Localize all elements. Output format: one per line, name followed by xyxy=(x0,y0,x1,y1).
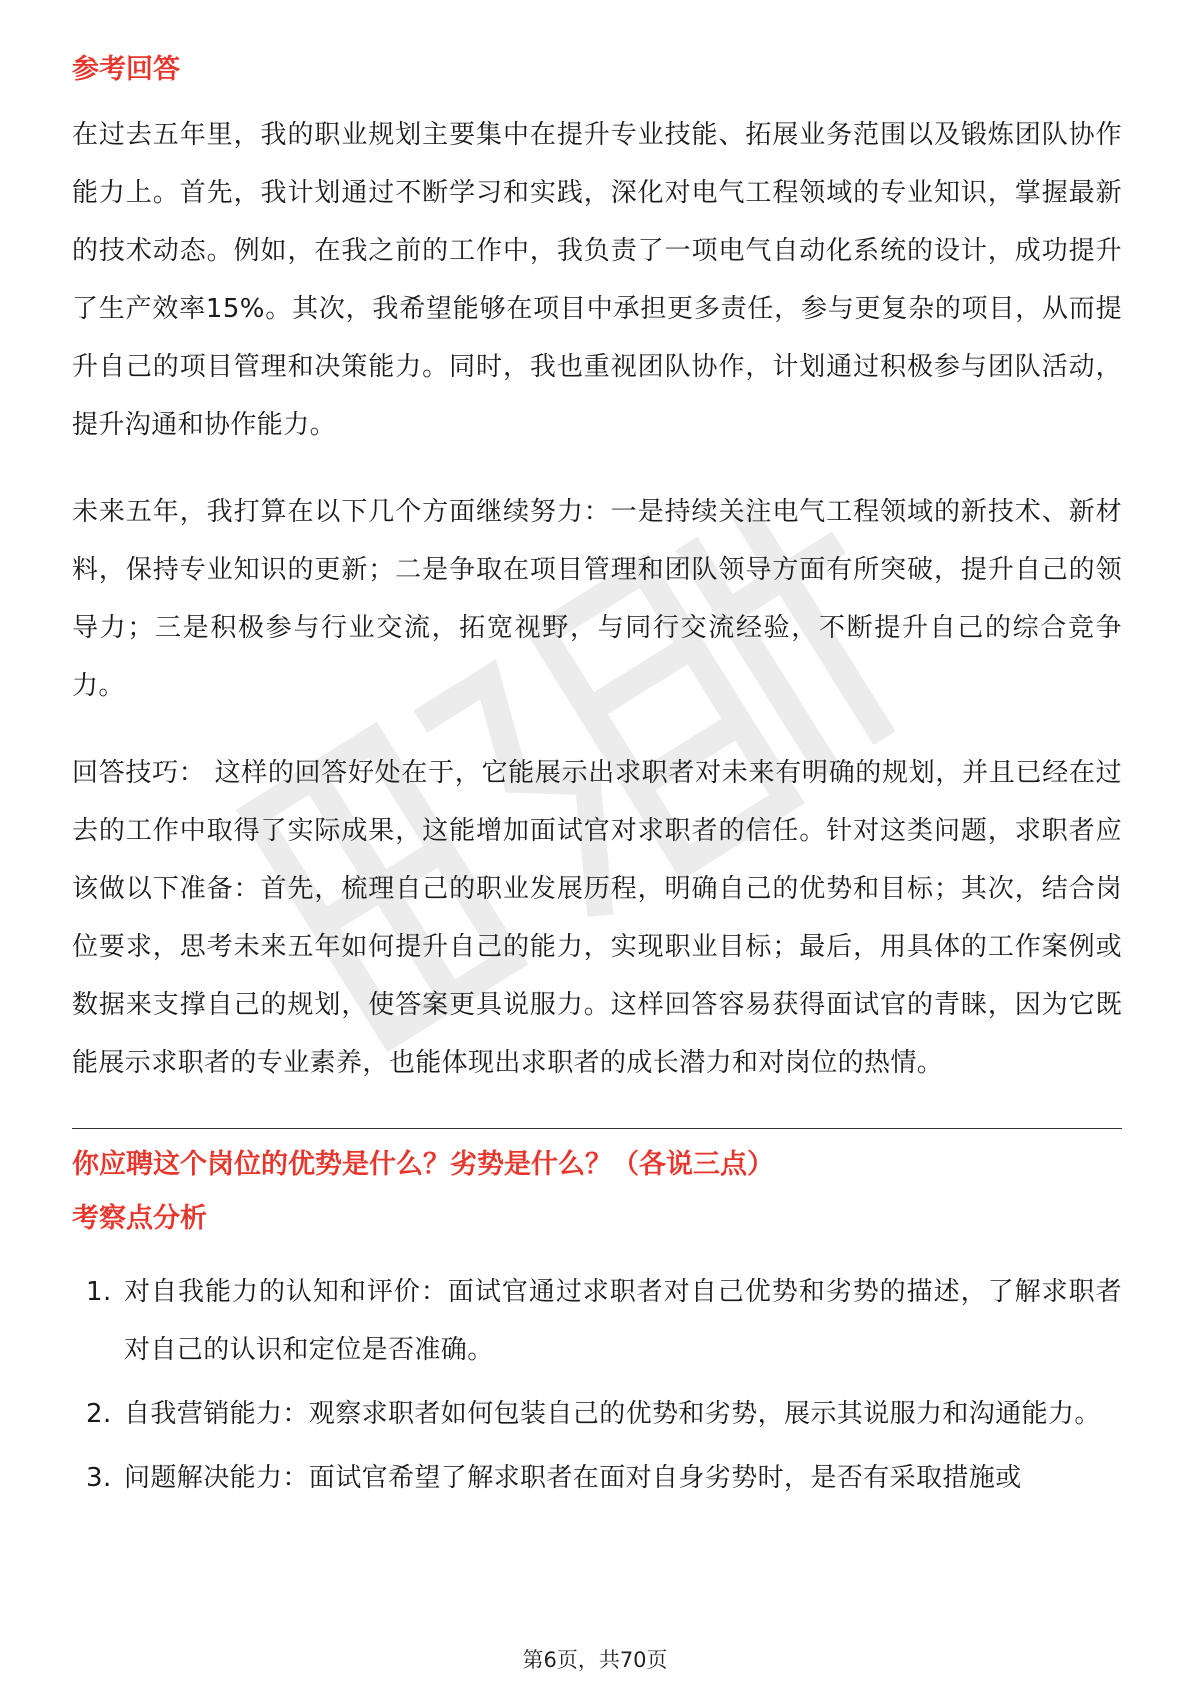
main-content xyxy=(72,50,1122,1507)
list-item-number: 3. xyxy=(86,1463,112,1493)
answer-paragraph-1: 在过去五年里，我的职业规划主要集中在提升专业技能、拓展业务范围以及锻炼团队协作能力上。首先，我计划通过不断学习和实践，深化对电气工程领域的专业知识，掌握最新的技术动态。例如，在我之前的工作中，我负责了一项电气自动化系统的设计，成功提升了生产效率15%。其次，我希望能够在项目中承担更多责任，参与更复杂的项目，从而提升自己的项目管理和决策能力。同时，我也重视团队协作，计划通过积极参与团队活动，提升沟通和协作能力。 xyxy=(72,120,1122,440)
list-item xyxy=(72,1449,1122,1507)
analysis-list xyxy=(72,1263,1122,1507)
page-number-footer: 第6页，共70页 xyxy=(522,1648,668,1672)
list-item xyxy=(72,1385,1122,1443)
reference-answer-heading: 参考回答 xyxy=(72,54,180,85)
list-item-number: 1. xyxy=(86,1277,112,1307)
list-item-number: 2. xyxy=(86,1399,112,1429)
analysis-heading: 考察点分析 xyxy=(72,1203,207,1234)
list-item xyxy=(72,1263,1122,1379)
answer-tips-paragraph: 回答技巧： 这样的回答好处在于，它能展示出求职者对未来有明确的规划，并且已经在过去的工作中取得了实际成果，这能增加面试官对求职者的信任。针对这类问题，求职者应该做以下准备：首先，梳理自己的职业发展历程，明确自己的优势和目标；其次，结合岗位要求，思考未来五年如何提升自己的能力，实现职业目标；最后，用具体的工作案例或数据来支撑自己的规划，使答案更具说服力。这样回答容易获得面试官的青睐，因为它既能展示求职者的专业素养，也能体现出求职者的成长潜力和对岗位的热情。 xyxy=(72,758,1122,1078)
list-item-text: 问题解决能力：面试官希望了解求职者在面对自身劣势时，是否有采取措施或 xyxy=(124,1463,1022,1493)
answer-paragraph-2: 未来五年，我打算在以下几个方面继续努力：一是持续关注电气工程领域的新技术、新材料，保持专业知识的更新；二是争取在项目管理和团队领导方面有所突破，提升自己的领导力；三是积极参与行业交流，拓宽视野，与同行交流经验，不断提升自己的综合竞争力。 xyxy=(72,497,1122,701)
list-item-text: 对自我能力的认知和评价：面试官通过求职者对自己优势和劣势的描述，了解求职者对自己的认识和定位是否准确。 xyxy=(124,1277,1122,1365)
list-item-text: 自我营销能力：观察求职者如何包装自己的优势和劣势，展示其说服力和沟通能力。 xyxy=(124,1399,1101,1429)
section-divider xyxy=(72,1128,1122,1129)
question-heading: 你应聘这个岗位的优势是什么？劣势是什么？（各说三点） xyxy=(72,1149,774,1180)
